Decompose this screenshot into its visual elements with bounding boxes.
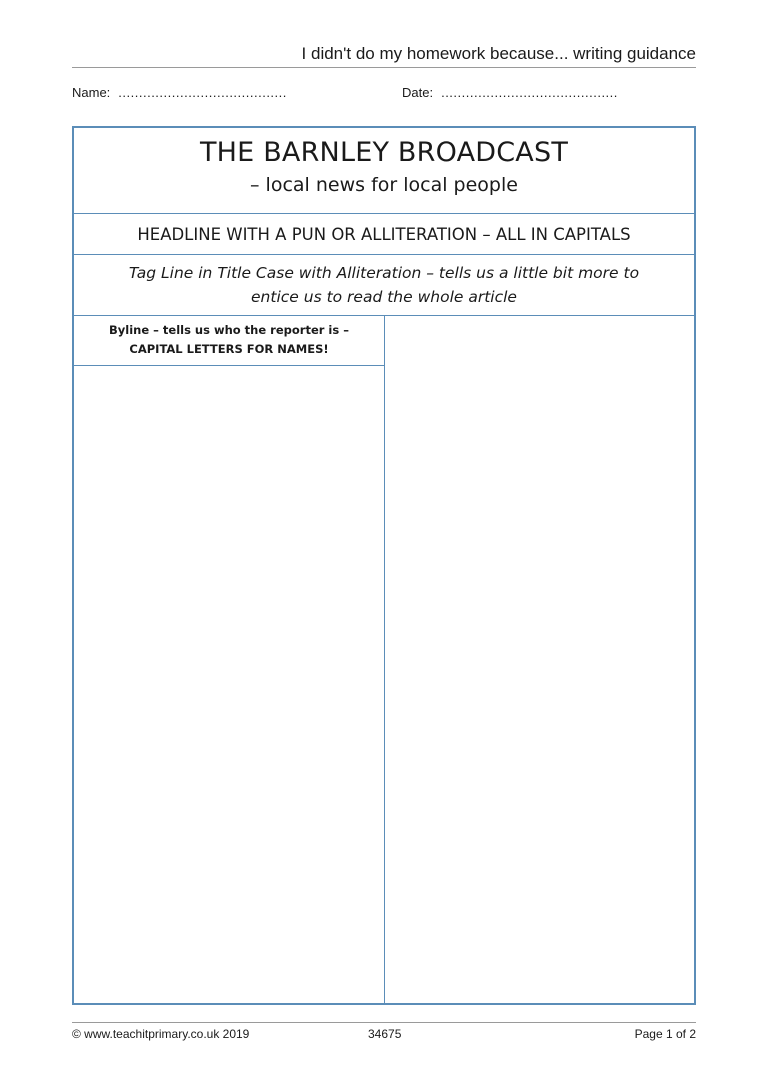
name-dots: ......................................... [118,85,287,100]
byline-line-2: CAPITAL LETTERS FOR NAMES! [129,342,329,356]
column-divider [384,316,385,1003]
date-dots: ........................................... [441,85,618,100]
left-column-writing-area[interactable] [74,366,384,1003]
footer-page-number: Page 1 of 2 [634,1027,696,1041]
name-field[interactable] [72,85,287,100]
document-title: I didn't do my homework because... writing guidance [301,44,696,63]
newspaper-template [72,126,696,1005]
name-label: Name: [72,85,111,100]
tagline-line-1: Tag Line in Title Case with Alliteration – tells us a little bit more to [128,264,640,282]
date-field[interactable] [402,85,618,100]
footer-code: 34675 [368,1027,402,1041]
byline-box [74,316,384,366]
masthead [74,128,694,214]
header-divider [72,67,696,68]
masthead-title: THE BARNLEY BROADCAST [199,137,569,168]
footer-copyright: © www.teachitprimary.co.uk 2019 [72,1027,250,1041]
right-column-writing-area[interactable] [386,316,694,1003]
masthead-subtitle: – local news for local people [250,174,518,196]
tagline-line-2: entice us to read the whole article [251,288,517,306]
byline-line-1: Byline – tells us who the reporter is – [109,323,349,337]
date-label: Date: [402,85,434,100]
tagline-box [74,255,694,316]
headline-box: HEADLINE WITH A PUN OR ALLITERATION – ALL IN CAPITALS [74,214,694,255]
footer-divider [72,1022,696,1023]
